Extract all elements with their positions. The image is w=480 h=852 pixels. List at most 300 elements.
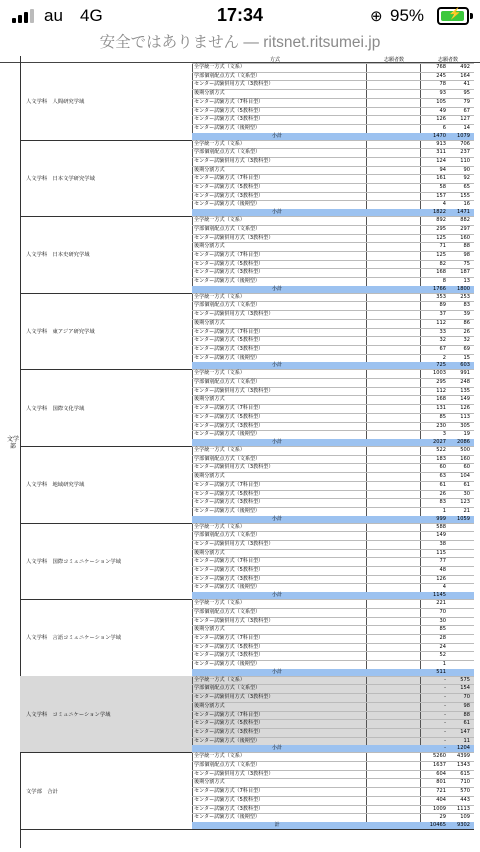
program-block: [20, 523, 474, 601]
count-cell-1: 149: [436, 532, 446, 539]
count-cell-1: 124: [436, 157, 446, 164]
method-cell: 学部個別配点方式（文系型）: [194, 149, 261, 156]
program-label: 人文学科 国際文化学域: [26, 405, 85, 412]
method-cell: 全学統一方式（文系）: [194, 447, 245, 453]
method-cell: 後期分割方式: [194, 243, 225, 250]
subtotal-cell-2: 2086: [457, 438, 470, 445]
count-cell-1: 125: [436, 251, 446, 258]
count-cell-2: 15: [463, 354, 470, 361]
count-cell-1: 8: [442, 278, 446, 285]
status-bar: [0, 0, 480, 28]
count-cell-1: 892: [436, 217, 446, 224]
table-row: [192, 693, 474, 702]
count-cell-1: 245: [436, 72, 446, 79]
count-cell-1: 60: [439, 464, 446, 471]
count-cell-2: 147: [460, 728, 470, 735]
subtotal-cell-1: 1766: [433, 285, 446, 292]
program-label: 人文学科 言語コミュニケーション学域: [26, 635, 122, 642]
table-row: [192, 719, 474, 728]
count-cell-1: 61: [439, 481, 446, 488]
table-row: [192, 796, 474, 805]
count-cell-1: 131: [436, 405, 446, 412]
subtotal-label: 小計: [271, 668, 283, 675]
count-cell-2: 95: [463, 90, 470, 97]
table-row: [192, 608, 474, 617]
method-cell: 全学統一方式（文系）: [194, 370, 245, 377]
method-cell: センター試験方式（5教科型）: [194, 567, 264, 574]
count-cell-1: 161: [436, 175, 446, 182]
method-cell: センター試験方式（後期型）: [194, 201, 261, 208]
method-cell: センター試験方式（後期型）: [194, 584, 261, 591]
table-row: [192, 557, 474, 566]
count-cell-1: 604: [436, 770, 446, 777]
method-cell: センター試験方式（7科目型）: [194, 328, 264, 335]
faculty-label: 文学部: [7, 436, 20, 450]
subtotal-cell-1: 10465: [429, 821, 446, 828]
table-row: [192, 89, 474, 98]
method-cell: 学部個別配点方式（文系型）: [194, 379, 261, 386]
subtotal-cell-2: 1079: [457, 132, 470, 139]
table-row: [192, 157, 474, 166]
method-cell: 後期分割方式: [194, 319, 225, 326]
table-row: [192, 319, 474, 328]
count-cell-1: 6: [442, 124, 446, 131]
count-cell-2: 237: [460, 149, 470, 156]
table-row: [192, 676, 474, 685]
method-cell: 全学統一方式（文系）: [194, 753, 245, 760]
count-cell-2: 149: [460, 396, 470, 403]
subtotal-row: [192, 669, 474, 676]
subtotal-cell-1: 1470: [433, 132, 446, 139]
method-cell: センター試験方式（後期型）: [194, 431, 261, 438]
subtotal-row: [192, 286, 474, 293]
table-row: [192, 301, 474, 310]
method-cell: センター試験方式（5教科型）: [194, 720, 264, 727]
count-cell-2: 110: [460, 157, 470, 164]
count-cell-2: 19: [463, 431, 470, 438]
method-cell: センター試験方式（5教科型）: [194, 643, 264, 650]
method-cell: 学部個別配点方式（文系型）: [194, 302, 261, 309]
table-row: [192, 540, 474, 549]
table-row: [192, 805, 474, 814]
subtotal-cell-1: 2027: [433, 438, 446, 445]
count-cell-2: 30: [463, 490, 470, 497]
count-cell-1: 63: [439, 473, 446, 480]
method-cell: センター試験併用方式（3教科型）: [194, 387, 274, 394]
subtotal-row: [192, 362, 474, 369]
subtotal-row: [192, 439, 474, 446]
table-row: [192, 651, 474, 660]
count-cell-1: 168: [436, 396, 446, 403]
method-cell: 全学統一方式（文系）: [194, 140, 245, 147]
method-cell: センター試験方式（5教科型）: [194, 107, 264, 114]
count-cell-2: 575: [460, 676, 470, 683]
table-row: [192, 310, 474, 319]
count-cell-1: -: [444, 685, 446, 692]
count-cell-2: 14: [463, 124, 470, 131]
method-cell: 全学統一方式（文系）: [194, 523, 245, 530]
count-cell-2: 991: [460, 370, 470, 377]
count-cell-1: 1637: [433, 762, 446, 769]
table-row: [192, 413, 474, 422]
count-cell-1: 67: [439, 345, 446, 352]
method-cell: 学部個別配点方式（文系型）: [194, 608, 261, 615]
table-row: [192, 225, 474, 234]
method-cell: センター試験方式（3教科型）: [194, 422, 264, 429]
count-cell-1: -: [444, 676, 446, 683]
method-cell: センター試験方式（7科目型）: [194, 405, 264, 412]
method-cell: センター試験方式（3教科型）: [194, 575, 264, 582]
subtotal-row: [192, 516, 474, 523]
table-row: [192, 140, 474, 149]
count-cell-1: 4: [442, 201, 446, 208]
count-cell-2: 160: [460, 455, 470, 462]
subtotal-row: [192, 209, 474, 216]
count-cell-2: 98: [463, 702, 470, 709]
count-cell-2: 98: [463, 251, 470, 258]
count-cell-2: 41: [463, 81, 470, 88]
method-cell: センター試験併用方式（3教科型）: [194, 464, 274, 471]
method-cell: 後期分割方式: [194, 702, 225, 709]
count-cell-2: 61: [463, 720, 470, 727]
count-cell-2: 113: [460, 413, 470, 420]
table-row: [192, 752, 474, 761]
count-cell-1: -: [444, 720, 446, 727]
count-cell-2: 26: [463, 328, 470, 335]
method-cell: センター試験併用方式（3教科型）: [194, 617, 274, 624]
count-cell-2: 248: [460, 379, 470, 386]
count-cell-1: 33: [439, 328, 446, 335]
carrier-name: au: [44, 6, 63, 25]
count-cell-2: 135: [460, 387, 470, 394]
table-row: [192, 737, 474, 746]
table-row: [192, 702, 474, 711]
table-row: [192, 599, 474, 608]
count-cell-1: 52: [439, 652, 446, 659]
faculty-column: [6, 56, 21, 848]
subtotal-label: 小計: [271, 132, 283, 139]
table-row: [192, 770, 474, 779]
count-cell-2: 127: [460, 116, 470, 123]
count-cell-1: 83: [439, 499, 446, 506]
subtotal-row: [192, 745, 474, 752]
count-cell-2: 109: [460, 814, 470, 821]
method-cell: センター試験併用方式（3教科型）: [194, 157, 274, 164]
count-cell-1: 126: [436, 116, 446, 123]
program-block: [20, 140, 474, 218]
table-row: [192, 778, 474, 787]
program-label: 人文学科 人間研究学域: [26, 99, 85, 106]
method-cell: センター試験方式（5教科型）: [194, 490, 264, 497]
table-row: [192, 634, 474, 643]
count-cell-2: 86: [463, 319, 470, 326]
subtotal-label: 小計: [271, 209, 283, 216]
table-row: [192, 787, 474, 796]
count-cell-2: 706: [460, 140, 470, 147]
count-cell-2: 710: [460, 779, 470, 786]
count-cell-2: 32: [463, 337, 470, 344]
header-method: 方式: [269, 57, 280, 63]
table-row: [192, 369, 474, 378]
method-cell: センター試験方式（3教科型）: [194, 499, 264, 506]
count-cell-2: 1113: [457, 805, 470, 812]
count-cell-2: 492: [460, 64, 470, 70]
count-cell-1: 48: [439, 567, 446, 574]
method-cell: センター試験方式（7科目型）: [194, 251, 264, 258]
admissions-table: [0, 56, 480, 848]
subtotal-label: 小計: [271, 438, 283, 445]
subtotal-row: [192, 592, 474, 599]
clock: 17:34: [216, 5, 264, 25]
count-cell-2: 882: [460, 217, 470, 224]
count-cell-1: 26: [439, 490, 446, 497]
count-cell-1: 94: [439, 166, 446, 173]
table-row: [192, 378, 474, 387]
count-cell-2: 615: [460, 770, 470, 777]
method-cell: センター試験方式（3教科型）: [194, 652, 264, 659]
method-cell: 後期分割方式: [194, 473, 225, 480]
table-row: [192, 813, 474, 822]
count-cell-2: 79: [463, 98, 470, 105]
table-row: [192, 549, 474, 558]
table-row: [192, 98, 474, 107]
count-cell-2: 11: [463, 737, 470, 744]
method-cell: センター試験方式（3教科型）: [194, 269, 264, 276]
table-row: [192, 422, 474, 431]
count-cell-2: 83: [463, 302, 470, 309]
subtotal-label: 小計: [271, 285, 283, 292]
count-cell-2: 297: [460, 225, 470, 232]
program-label: 文学部 合計: [26, 788, 58, 795]
count-cell-2: 16: [463, 201, 470, 208]
subtotal-cell-1: 1145: [433, 592, 446, 599]
table-row: [192, 583, 474, 592]
rotation-lock-icon: ⊕: [370, 8, 383, 25]
method-cell: センター試験方式（7科目型）: [194, 634, 264, 641]
count-cell-1: 82: [439, 260, 446, 267]
table-row: [192, 643, 474, 652]
program-label: 人文学科 地域研究学域: [26, 482, 85, 489]
subtotal-cell-2: 1471: [457, 209, 470, 216]
table-row: [192, 404, 474, 413]
count-cell-2: 443: [460, 796, 470, 803]
program-block: [20, 752, 474, 830]
count-cell-1: 221: [436, 600, 446, 607]
count-cell-1: 522: [436, 447, 446, 453]
count-cell-2: 88: [463, 711, 470, 718]
subtotal-label: 小計: [271, 362, 283, 369]
table-row: [192, 80, 474, 89]
table-row: [192, 395, 474, 404]
count-cell-2: 4399: [457, 753, 470, 760]
subtotal-cell-2: 9302: [457, 821, 470, 828]
count-cell-1: 93: [439, 90, 446, 97]
count-cell-1: 183: [436, 455, 446, 462]
program-block: [20, 446, 474, 524]
header-col1: 志願者数: [383, 57, 404, 63]
network-type: 4G: [80, 6, 103, 25]
subtotal-cell-1: 511: [436, 668, 446, 675]
count-cell-1: 230: [436, 422, 446, 429]
table-row: [192, 575, 474, 584]
method-cell: センター試験方式（後期型）: [194, 278, 261, 285]
count-cell-2: 92: [463, 175, 470, 182]
method-cell: センター試験方式（後期型）: [194, 354, 261, 361]
method-cell: 学部個別配点方式（文系型）: [194, 72, 261, 79]
table-row: [192, 684, 474, 693]
table-row: [192, 498, 474, 507]
table-row: [192, 387, 474, 396]
count-cell-2: 88: [463, 243, 470, 250]
method-cell: センター試験方式（3教科型）: [194, 116, 264, 123]
method-cell: センター試験方式（後期型）: [194, 737, 261, 744]
count-cell-1: 157: [436, 192, 446, 199]
method-cell: センター試験方式（7科目型）: [194, 558, 264, 565]
count-cell-1: 89: [439, 302, 446, 309]
method-cell: センター試験方式（5教科型）: [194, 796, 264, 803]
count-cell-1: 5260: [433, 753, 446, 760]
table-row: [192, 472, 474, 481]
count-cell-2: 160: [460, 234, 470, 241]
count-cell-1: 721: [436, 788, 446, 795]
method-cell: 全学統一方式（文系）: [194, 600, 245, 607]
count-cell-2: 67: [463, 107, 470, 114]
count-cell-1: 24: [439, 643, 446, 650]
count-cell-2: 104: [460, 473, 470, 480]
table-row: [192, 216, 474, 225]
subtotal-cell-2: 1800: [457, 285, 470, 292]
count-cell-1: 125: [436, 234, 446, 241]
subtotal-label: 小計: [271, 515, 283, 522]
count-cell-2: 75: [463, 260, 470, 267]
count-cell-1: 404: [436, 796, 446, 803]
table-row: [192, 166, 474, 175]
table-row: [192, 260, 474, 269]
count-cell-1: 1: [442, 661, 446, 668]
method-cell: センター試験方式（3教科型）: [194, 805, 264, 812]
method-cell: 後期分割方式: [194, 779, 225, 786]
count-cell-1: 115: [436, 549, 446, 556]
count-cell-1: 126: [436, 575, 446, 582]
count-cell-1: 768: [436, 64, 446, 70]
count-cell-1: -: [444, 728, 446, 735]
count-cell-2: 155: [460, 192, 470, 199]
subtotal-cell-2: 1059: [457, 515, 470, 522]
method-cell: 学部個別配点方式（文系型）: [194, 225, 261, 232]
count-cell-1: 112: [436, 387, 446, 394]
program-block: [20, 676, 474, 754]
method-cell: センター試験方式（5教科型）: [194, 413, 264, 420]
table-row: [192, 446, 474, 455]
subtotal-label: 小計: [271, 592, 283, 599]
count-cell-2: 187: [460, 269, 470, 276]
method-cell: 学部個別配点方式（文系型）: [194, 455, 261, 462]
table-row: [192, 761, 474, 770]
method-cell: 全学統一方式（文系）: [194, 293, 245, 300]
table-row: [192, 566, 474, 575]
table-row: [192, 531, 474, 540]
table-row: [192, 63, 474, 72]
count-cell-1: 32: [439, 337, 446, 344]
count-cell-2: 69: [463, 345, 470, 352]
method-cell: センター試験方式（5教科型）: [194, 184, 264, 191]
program-label: 人文学科 日本文学研究学域: [26, 175, 95, 182]
table-row: [192, 174, 474, 183]
count-cell-1: -: [444, 737, 446, 744]
count-cell-2: 70: [463, 694, 470, 701]
count-cell-1: 168: [436, 269, 446, 276]
subtotal-row: [192, 822, 474, 829]
method-cell: センター試験方式（7科目型）: [194, 98, 264, 105]
count-cell-2: 154: [460, 685, 470, 692]
count-cell-1: 353: [436, 293, 446, 300]
header-col2: 志願者数: [437, 57, 458, 63]
method-cell: センター試験併用方式（3教科型）: [194, 770, 274, 777]
method-cell: 学部個別配点方式（文系型）: [194, 532, 261, 539]
method-cell: センター試験併用方式（3教科型）: [194, 234, 274, 241]
program-label: 人文学科 東アジア研究学域: [26, 329, 95, 336]
method-cell: 後期分割方式: [194, 396, 225, 403]
method-cell: センター試験方式（7科目型）: [194, 175, 264, 182]
subtotal-cell-1: 1822: [433, 209, 446, 216]
table-row: [192, 72, 474, 81]
method-cell: センター試験方式（後期型）: [194, 507, 261, 514]
subtotal-row: [192, 133, 474, 140]
count-cell-1: 295: [436, 225, 446, 232]
count-cell-1: 105: [436, 98, 446, 105]
url-bar[interactable]: 安全ではありません — ritsnet.ritsumei.jp: [99, 34, 381, 51]
table-row: [192, 268, 474, 277]
count-cell-1: 78: [439, 81, 446, 88]
count-cell-1: 28: [439, 634, 446, 641]
method-cell: 学部個別配点方式（文系型）: [194, 685, 261, 692]
count-cell-1: 71: [439, 243, 446, 250]
count-cell-1: 49: [439, 107, 446, 114]
method-cell: 全学統一方式（文系）: [194, 676, 245, 683]
table-row: [192, 463, 474, 472]
table-row: [192, 277, 474, 286]
count-cell-1: 801: [436, 779, 446, 786]
table-row: [192, 192, 474, 201]
count-cell-1: 70: [439, 608, 446, 615]
count-cell-1: 2: [442, 354, 446, 361]
count-cell-1: 1: [442, 507, 446, 514]
count-cell-1: 3: [442, 431, 446, 438]
count-cell-2: 570: [460, 788, 470, 795]
table-row: [192, 345, 474, 354]
table-row: [192, 490, 474, 499]
subtotal-cell-1: -: [444, 745, 446, 752]
count-cell-1: 29: [439, 814, 446, 821]
count-cell-1: -: [444, 702, 446, 709]
battery-percentage: 95%: [390, 6, 425, 25]
count-cell-1: 30: [439, 617, 446, 624]
count-cell-1: 85: [439, 413, 446, 420]
table-row: [192, 523, 474, 532]
subtotal-cell-1: 725: [436, 362, 446, 369]
method-cell: センター試験方式（7科目型）: [194, 788, 264, 795]
table-row: [192, 148, 474, 157]
table-row: [192, 430, 474, 439]
table-row: [192, 354, 474, 363]
count-cell-2: 1343: [457, 762, 470, 769]
count-cell-1: 85: [439, 626, 446, 633]
count-cell-1: 4: [442, 584, 446, 591]
method-cell: センター試験方式（後期型）: [194, 661, 261, 668]
count-cell-2: 13: [463, 278, 470, 285]
table-row: [192, 293, 474, 302]
count-cell-1: 38: [439, 540, 446, 547]
